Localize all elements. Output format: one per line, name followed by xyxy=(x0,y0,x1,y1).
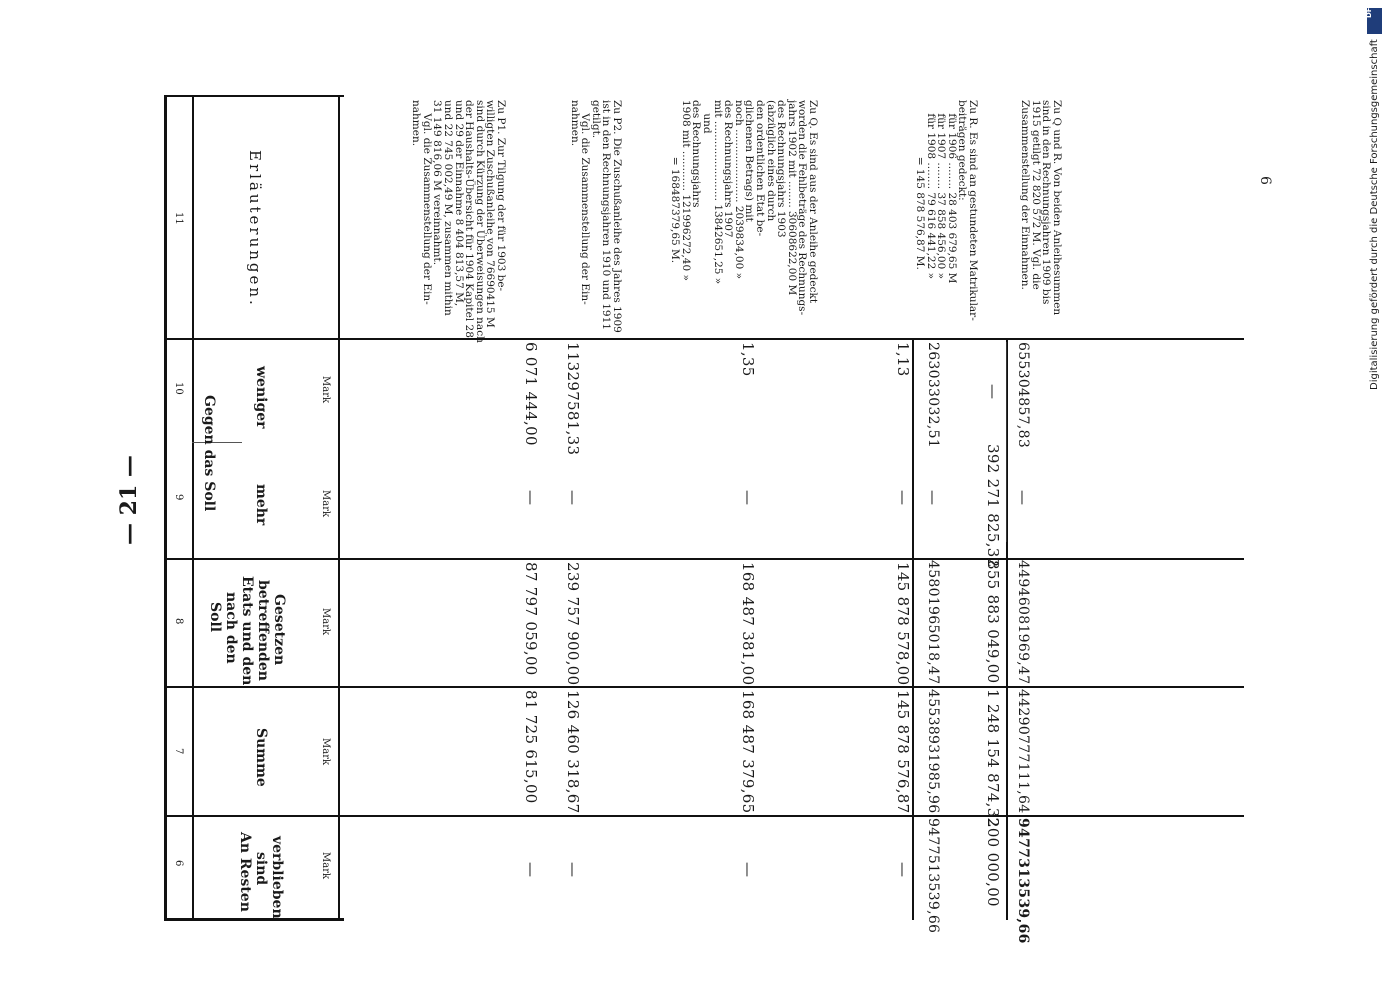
table-row-1-c10: 6 071 444,00 xyxy=(522,342,540,446)
table-row-7-c9: — xyxy=(1014,490,1032,506)
col7-title: Summe xyxy=(253,728,269,787)
table-row-3-c8: 168 487 381,00 xyxy=(739,562,757,686)
table-row-5-c6: 9477513539,66 xyxy=(925,818,941,934)
table-row-1-c6: — xyxy=(522,862,540,878)
table-bottom-rule xyxy=(164,918,344,921)
table-row-3-c9: — xyxy=(739,490,757,506)
page-number: — 21 — xyxy=(116,455,142,545)
col9-title: mehr xyxy=(253,484,269,526)
table-row-2-c9: — xyxy=(564,490,582,506)
table-row-6-c7: 1 248 154 874,32 xyxy=(984,689,1002,828)
table-top-rule xyxy=(164,95,344,97)
dfg-credit: Digitalisierung gefördert durch die Deutsche Forschungsgemeinschaft xyxy=(1369,39,1380,390)
table-row-7-c8: 44946081969,47 xyxy=(1015,560,1031,685)
table-row-5-c7: 45538931985,96 xyxy=(925,689,941,814)
note-q: Zu Q. Es sind aus der Anleihe gedeckt worden die Fehlbeträge des Rechnungs- jahrs 1902 mit ........ 30608622,00 M des Rechnungsjahrs 1903 (abzüglich eines durch den ordentlichen Etat be- glichenen Betrags) mit noch ...................... 2039834,00 » des Rechnungsjahrs 1907 mit ........................ 13842651,25 » und des Rechnungsjahrs 1908 mit ............ 121996272,40 » = 168487379,65 M. xyxy=(669,100,819,316)
table-row-7-c7: 44290777111,64 xyxy=(1015,689,1031,814)
col8-title-line5: Gesetzen xyxy=(271,594,287,666)
col8-title-line1: Soll xyxy=(207,602,223,633)
col8-unit: Mark xyxy=(320,608,331,636)
note-r: Zu R. Es sind an gestundeten Matrikular- beiträgen gedeckt: für 1906 ........ 28 403 679,65 M für 1907 ........ 37 858 456,00 » für 1908 ........ 79 616 441,22 » = 145 878 576,87 M. xyxy=(914,100,979,321)
table-row-7-c10: 655304857,83 xyxy=(1015,342,1031,449)
table-row-6-c9: 392 271 825,32 xyxy=(984,444,1002,568)
table-row-5-c9: — xyxy=(924,490,942,506)
col9-unit: Mark xyxy=(320,490,331,518)
col6-title-line2: sind xyxy=(253,852,269,886)
col10-unit: Mark xyxy=(320,376,331,404)
table-row-4-c9: — xyxy=(894,490,912,506)
table-row-6-c8: 855 883 049,00 xyxy=(984,560,1002,684)
dfg-logo: DFG xyxy=(1367,8,1382,34)
table-row-6-c6: 200 000,00 xyxy=(984,818,1002,907)
col-number-9: 9 xyxy=(173,494,184,501)
col6-title-line3: verblieben xyxy=(269,836,285,919)
col7-unit: Mark xyxy=(320,738,331,766)
note-p2: Zu P2. Die Zuschußanleihe des Jahres 1909 ist in den Rechnungsjahren 1910 und 1911 getilgt. Vgl. die Zusammenstellung der Ein- nahmen. xyxy=(568,100,623,333)
note-p1: Zu P1. Zur Tilgung der für 1903 be- willigten Zuschußanleihe von 76690415 M sind durch Kürzung der Überweisungen nach der Haushalts-Übersicht für 1904 Kapitel 28 und 29 der Einnahme 8 404 813,57 M, und 22 745 002,49 M, zusammen mithin 31 149 816,06 M vereinnahmt. Vgl. die Zusammenstellung der Ein- nahmen. xyxy=(410,100,507,343)
col-rule-6 xyxy=(164,815,1244,817)
table-row-2-c10: 113297581,33 xyxy=(564,342,582,456)
col10-title: weniger xyxy=(253,366,269,429)
table-row-1-c9: — xyxy=(522,490,540,506)
table-row-2-c8: 239 757 900,00 xyxy=(564,562,582,686)
table-row-3-c7: 168 487 379,65 xyxy=(739,690,757,814)
col-rule-9 xyxy=(192,442,242,443)
col11-title: Erläuterungen. xyxy=(246,150,264,308)
col8-title-line2: nach den xyxy=(223,592,239,664)
table-row-5-c10: 263033032,51 xyxy=(925,342,941,449)
corner-page-number: 6 xyxy=(1257,176,1273,185)
table-header-rule xyxy=(192,95,194,920)
table-row-2-c6: — xyxy=(564,862,582,878)
table-unit-rule xyxy=(338,95,340,920)
table-row-4-c6: — xyxy=(894,862,912,878)
col8-title-line4: betreffenden xyxy=(255,580,271,681)
table-row-3-c6: — xyxy=(739,862,757,878)
table-row-3-c10: 1,35 xyxy=(739,342,757,377)
table-row-5-c8: 45801965018,47 xyxy=(925,560,941,685)
table-row-4-c7: 145 878 576,87 xyxy=(894,690,912,814)
table-row-2-c7: 126 460 318,67 xyxy=(564,690,582,814)
col6-unit: Mark xyxy=(320,852,331,880)
group-title-gegen-das-soll: Gegen das Soll xyxy=(201,395,217,512)
col-number-11: 11 xyxy=(173,212,184,225)
col-number-7: 7 xyxy=(173,748,184,755)
table-row-1-c7: 81 725 615,00 xyxy=(522,690,540,804)
col-number-8: 8 xyxy=(173,618,184,625)
table-row-7-c6: 9477313539,66 xyxy=(1015,818,1031,944)
table-row-6-c10: — xyxy=(984,384,1002,400)
table-total-rule xyxy=(912,338,914,920)
bracket-rule xyxy=(1006,342,1008,542)
col8-title-line3: Etats und den xyxy=(239,576,255,686)
col-rule-10 xyxy=(164,338,1244,340)
col-rule-8 xyxy=(164,558,1244,560)
table-outer-rule-left xyxy=(164,95,167,920)
col-rule-7 xyxy=(164,686,1244,688)
table-row-4-c8: 145 878 578,00 xyxy=(894,562,912,686)
table-row-4-c10: 1,13 xyxy=(894,342,912,377)
note-q-and-r: Zu Q und R. Von beiden Anleihesummen sind in den Rechnungsjahren 1909 bis 1915 getilgt 72 820 572 M. Vgl. die Zusammenstellung der Einnahmen. xyxy=(1019,100,1063,316)
col-number-10: 10 xyxy=(173,382,184,395)
col-number-6: 6 xyxy=(173,860,184,867)
col6-title-line1: An Resten xyxy=(237,832,253,912)
table-row-1-c8: 87 797 059,00 xyxy=(522,562,540,676)
